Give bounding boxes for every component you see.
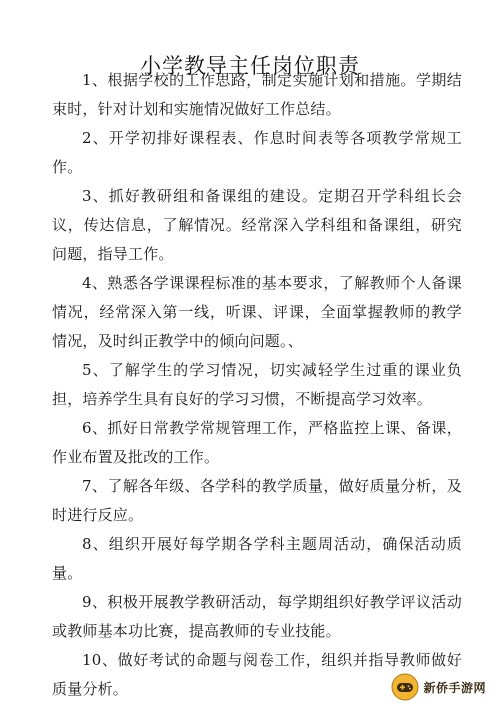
page-title: 小学教导主任岗位职责 <box>140 54 360 79</box>
duty-item-1: 1、根据学校的工作思路，制定实施计划和措施。学期结束时，针对计划和实施情况做好工作总结。 <box>52 71 462 118</box>
duty-item-2: 2、开学初排好课程表、作息时间表等各项教学常规工作。 <box>52 129 462 176</box>
watermark-text: 新侨手游网 <box>423 680 486 695</box>
duty-item-7: 7、了解各年级、各学科的教学质量，做好质量分析，及时进行反应。 <box>52 477 462 524</box>
duty-item-9: 9、积极开展教学教研活动，每学期组织好教学评议活动或教师基本功比赛，提高教师的专业技能。 <box>52 593 462 640</box>
duty-list <box>52 66 462 704</box>
duty-item-6: 6、抓好日常教学常规管理工作，严格监控上课、备课，作业布置及批改的工作。 <box>52 419 462 466</box>
duty-item-8: 8、组织开展好每学期各学科主题周活动，确保活动质量。 <box>52 535 462 582</box>
duty-item-5: 5、了解学生的学习情况，切实减轻学生过重的课业负担，培养学生具有良好的学习习惯，不断提高学习效率。 <box>52 361 462 408</box>
duty-item-10: 10、做好考试的命题与阅卷工作，组织并指导教师做好质量分析。 <box>52 651 462 698</box>
duty-item-3: 3、抓好教研组和备课组的建设。定期召开学科组长会议，传达信息，了解情况。经常深入学科组和备课组，研究问题，指导工作。 <box>52 187 462 263</box>
duty-item-4: 4、熟悉各学课课程标准的基本要求，了解教师个人备课情况，经常深入第一线，听课、评课，全面掌握教师的教学情况，及时纠正教学中的倾向问题。、 <box>52 274 462 350</box>
site-watermark <box>389 672 492 702</box>
gamepad-logo-icon <box>391 673 419 701</box>
